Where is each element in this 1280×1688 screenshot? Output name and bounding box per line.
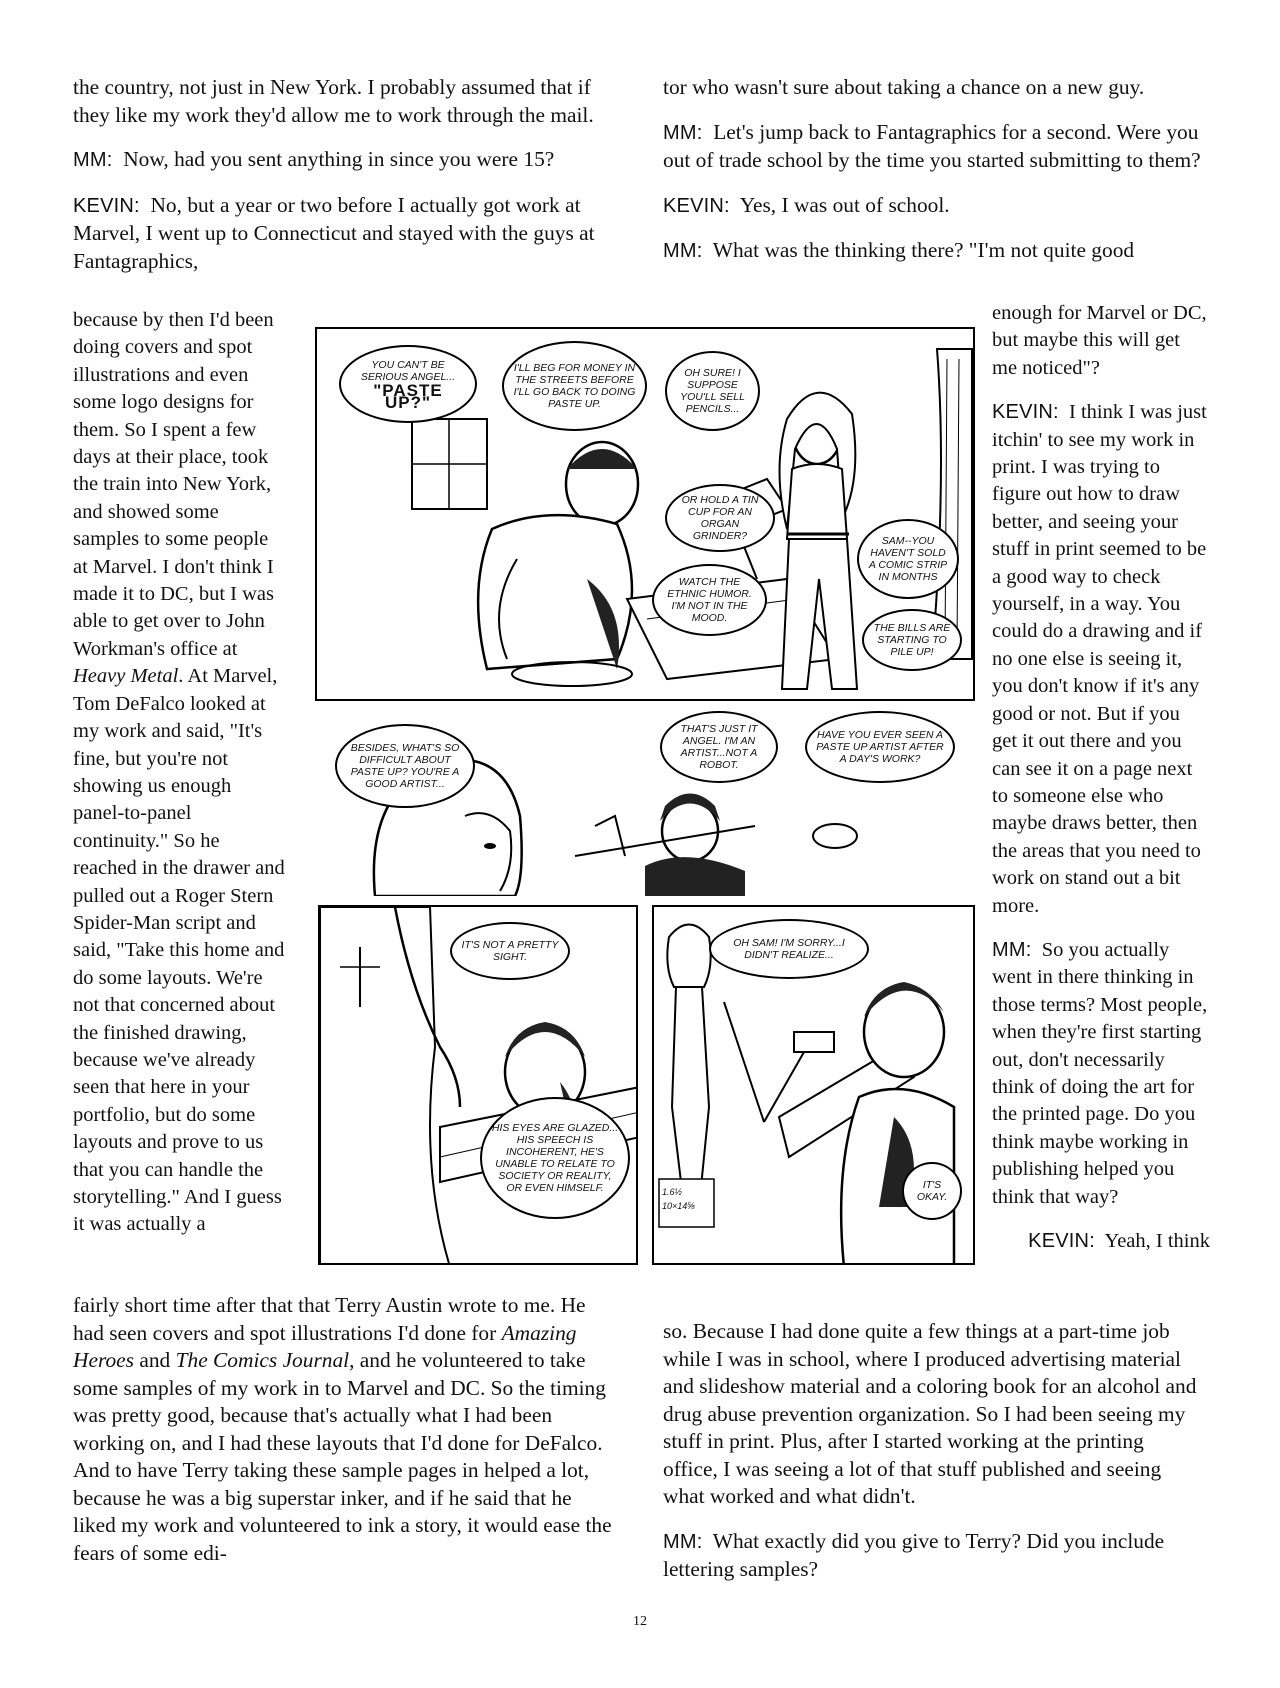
bubble-text: SAM--YOU HAVEN'T SOLD A COMIC STRIP IN MONTHS — [868, 535, 948, 583]
paragraph-text: I think I was just itchin' to see my work in print. I was trying to figure out how to draw better, and seeing your stuff in print seemed to be a good way to check yourself, in a way. You could do a drawing and if no one else is seeing it, you don't know if it's any good or not. But if you get it out there and you can see it on a page next to someone else who maybe draws better, then the areas that you need to work on stand out a bit more. — [992, 401, 1207, 917]
bubble-text: OH SAM! I'M SORRY...I DIDN'T REALIZE... — [733, 937, 845, 961]
paragraph — [663, 237, 1203, 266]
bubble-text: WATCH THE ETHNIC HUMOR. I'M NOT IN THE MOOD. — [667, 576, 752, 624]
speech-bubble — [652, 564, 767, 636]
speaker-label: KEVIN: — [1028, 1230, 1095, 1252]
paragraph-text: because by then I'd been doing covers and spot illustrations and even some logo designs for them. So I spent a few days at their place, took the train into New York, and showed some samples to some people at Marvel. I don't think I made it to DC, but I was able to get over to John Workman's office at — [73, 309, 274, 660]
publication-title: The Comics Journal — [175, 1348, 350, 1372]
bubble-text: BESIDES, WHAT'S SO DIFFICULT ABOUT PASTE UP? YOU'RE A GOOD ARTIST... — [350, 742, 460, 790]
comic-panel-3 — [318, 905, 638, 1265]
paragraph-text: So you actually went in there thinking in those terms? Most people, when they're first starting out, don't necessarily think of doing the art for the printed page. Do you think maybe working in publishing helped you think that way? — [992, 938, 1208, 1208]
bubble-text: IT'S OKAY. — [916, 1179, 948, 1203]
bubble-text: YOU CAN'T BE SERIOUS ANGEL... — [360, 359, 456, 383]
paragraph-text: What exactly did you give to Terry? Did you include lettering samples? — [663, 1528, 1165, 1581]
speech-bubble — [857, 519, 959, 599]
paragraph — [992, 1228, 1210, 1255]
left-column-bottom — [73, 1292, 613, 1567]
paragraph-text: What was the thinking there? "I'm not quite good — [712, 238, 1135, 262]
speech-bubble — [480, 1097, 630, 1219]
speech-bubble — [709, 919, 869, 979]
speaker-label: KEVIN: — [992, 401, 1059, 424]
paragraph — [663, 119, 1203, 175]
paragraph: tor who wasn't sure about taking a chance on a new guy. — [663, 75, 1145, 99]
speech-bubble — [805, 711, 955, 783]
note-card-text: 1.6½ 10×14⅝ — [662, 1187, 695, 1211]
speech-bubble — [665, 351, 760, 431]
speech-bubble — [450, 922, 570, 980]
bubble-text: HAVE YOU EVER SEEN A PASTE UP ARTIST AFTER A DAY'S WORK? — [816, 729, 944, 765]
right-column-top — [663, 74, 1203, 266]
paragraph — [663, 192, 1203, 221]
paragraph: the country, not just in New York. I probably assumed that if they like my work they'd allow me to work through the mail. — [73, 75, 594, 127]
speech-bubble — [335, 724, 475, 808]
speech-bubble — [660, 711, 778, 783]
paragraph — [663, 1528, 1203, 1584]
paragraph-text: Yeah, I think — [1104, 1230, 1210, 1252]
paragraph-text: Now, had you sent anything in since you were 15? — [123, 147, 555, 171]
publication-title: Amazing Heroes — [73, 1320, 577, 1372]
speaker-label: MM: — [663, 121, 703, 144]
right-column-wrap — [992, 300, 1210, 1255]
comic-panel-2 — [315, 706, 975, 896]
bubble-text: THE BILLS ARE STARTING TO PILE UP! — [873, 622, 951, 658]
paragraph: enough for Marvel or DC, but maybe this will get me noticed"? — [992, 302, 1207, 379]
comic-panel-4 — [652, 905, 975, 1265]
speaker-label: KEVIN: — [663, 194, 730, 217]
right-column-bottom — [663, 1318, 1203, 1601]
speech-bubble — [502, 341, 647, 431]
paragraph — [73, 146, 613, 175]
speech-bubble — [339, 345, 477, 423]
speech-bubble — [902, 1162, 962, 1220]
speech-bubble — [862, 609, 962, 671]
left-column-top — [73, 74, 613, 275]
comic-panel-1 — [315, 327, 975, 701]
paragraph-text: Yes, I was out of school. — [739, 192, 950, 217]
bubble-text: I'LL BEG FOR MONEY IN THE STREETS BEFORE I'LL GO BACK TO DOING PASTE UP. — [513, 362, 636, 410]
speaker-label: MM: — [992, 938, 1032, 961]
bubble-text: HIS EYES ARE GLAZED... HIS SPEECH IS INCOHERENT, HE'S UNABLE TO RELATE TO SOCIETY OR REALITY, OR EVEN HIMSELF. — [491, 1122, 619, 1194]
paragraph-text: . At Marvel, Tom DeFalco looked at my work and said, "It's fine, but you're not showing us enough panel-to-panel continuity." So he reached in the drawer and pulled out a Roger Stern Spider-Man script and said, "Take this home and do some layouts. We're not that concerned about the finished drawing, because we've already seen that here in your portfolio, but do some layouts and prove to us that you can handle the storytelling." And I guess it was actually a — [73, 665, 285, 1236]
bubble-text-emphasis: "PASTE UP?" — [373, 381, 443, 412]
speaker-label: MM: — [663, 1530, 703, 1553]
bubble-text: OR HOLD A TIN CUP FOR AN ORGAN GRINDER? — [681, 494, 759, 542]
paragraph — [992, 937, 1210, 1211]
publication-title: Heavy Metal — [73, 665, 179, 688]
page-number: 12 — [633, 1614, 647, 1629]
speaker-label: KEVIN: — [73, 194, 140, 217]
left-column-wrap — [73, 307, 285, 1239]
paragraph: so. Because I had done quite a few things at a part-time job while I was in school, where I produced advertising material and slideshow material and a coloring book for an alcohol and drug abuse prevention organization. So I had been seeing my stuff in print. Plus, after I started working at the printing office, I was seeing a lot of that stuff published and seeing what worked and what didn't. — [663, 1319, 1197, 1508]
paragraph-text: fairly short time after that that Terry Austin wrote to me. He had seen covers and spot illustrations I'd done for — [73, 1293, 586, 1345]
paragraph — [73, 192, 613, 276]
paragraph-text: and — [139, 1348, 171, 1372]
paragraph — [992, 399, 1210, 920]
bubble-text: THAT'S JUST IT ANGEL. I'M AN ARTIST...NOT A ROBOT. — [680, 723, 758, 771]
speech-bubble — [665, 484, 775, 552]
speaker-label: MM: — [73, 149, 113, 171]
bubble-text: OH SURE! I SUPPOSE YOU'LL SELL PENCILS... — [680, 367, 745, 415]
speaker-label: MM: — [663, 240, 703, 262]
paragraph-text: No, but a year or two before I actually got work at Marvel, I went up to Connecticut and stayed with the guys at Fantagraphics, — [73, 192, 595, 273]
bubble-text: IT'S NOT A PRETTY SIGHT. — [461, 939, 559, 963]
paragraph-text: Let's jump back to Fantagraphics for a second. Were you out of trade school by the time you started submitting to them? — [663, 119, 1201, 172]
paragraph-text: , and he volunteered to take some samples of my work in to Marvel and DC. So the timing was pretty good, because that's actually what I had been working on, and I had these layouts that I'd done for DeFalco. And to have Terry taking these sample pages in helped a lot, because he was a big superstar inker, and if he said that he liked my work and volunteered to ink a story, it would ease the fears of some edi- — [73, 1348, 612, 1565]
